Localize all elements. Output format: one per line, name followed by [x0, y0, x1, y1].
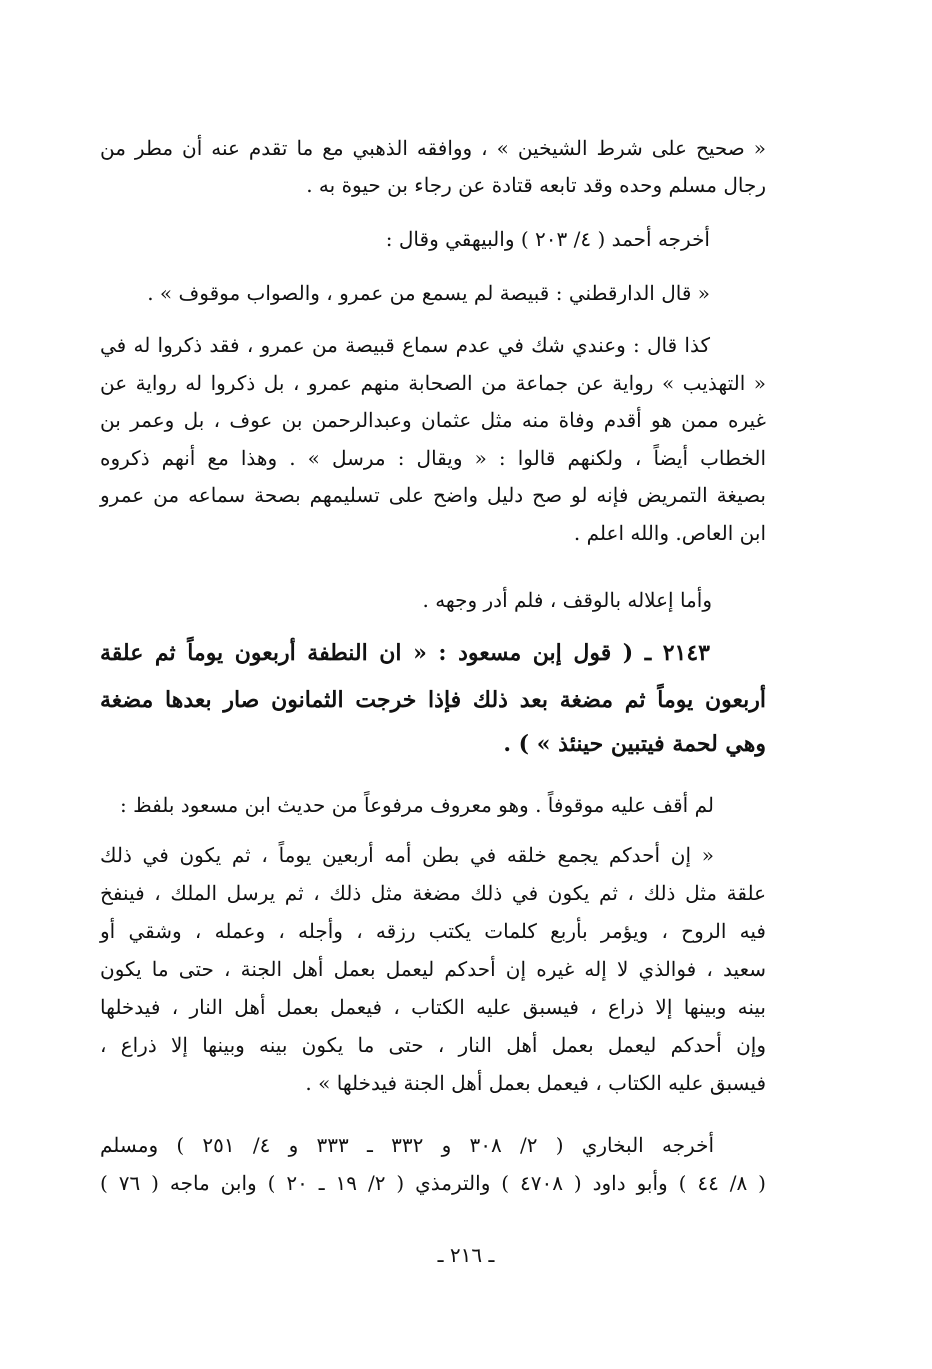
text-line: سعيد ، فوالذي لا إله غيره إن أحدكم ليعمل بعمل أهل الجنة ، حتى ما يكون [100, 957, 767, 981]
hadith-heading-line: أربعون يوماً ثم مضغة بعد ذلك فإذا خرجت الثمانون صار بعدها مضغة [100, 687, 766, 713]
text-line: الخطاب أيضاً ، ولكنهم قالوا : « ويقال : مرسل » . وهذا مع أنهم ذكروه [100, 446, 766, 470]
text-line: فيسبق عليه الكتاب ، فيعمل بعمل أهل الجنة فيدخلها » . [305, 1071, 766, 1095]
text-line: وأما إعلاله بالوقف ، فلم أدر وجهه . [422, 588, 712, 612]
text-line: « إن أحدكم يجمع خلقه في بطن أمه أربعين يوماً ، ثم يكون في ذلك [100, 843, 714, 867]
hadith-heading-line: وهي لحمة فيتبين حينئذ » ) . [503, 731, 766, 757]
page-number: ـ ٢١٦ ـ [437, 1243, 495, 1267]
text-line: « صحيح على شرط الشيخين » ، ووافقه الذهبي مع ما تقدم عنه أن مطر من [100, 136, 766, 160]
text-line: أخرجه أحمد ( ٤/ ٢٠٣ ) والبيهقي وقال : [385, 227, 710, 251]
text-line: كذا قال : وعندي شك في عدم سماع قبيصة من عمرو ، فقد ذكروا له في [100, 333, 710, 357]
text-line: « التهذيب » رواية عن جماعة من الصحابة منهم عمرو ، بل ذكروا له رواية عن [100, 371, 766, 395]
text-line: ابن العاص. والله اعلم . [573, 521, 766, 545]
text-line: علقة مثل ذلك ، ثم يكون في ذلك مضغة مثل ذلك ، ثم يرسل الملك ، فينفخ [100, 881, 766, 905]
text-line: لم أقف عليه موقوفاً . وهو معروف مرفوعاً من حديث ابن مسعود بلفظ : [120, 793, 714, 817]
text-line: رجال مسلم وحده وقد تابعه قتادة عن رجاء بن حيوة به . [306, 173, 766, 197]
text-line: وإن أحدكم ليعمل بعمل أهل النار ، حتى ما يكون بينه وبينها إلا ذراع ، [100, 1033, 766, 1057]
text-line: « قال الدارقطني : قبيصة لم يسمع من عمرو ، والصواب موقوف » . [147, 281, 710, 305]
text-line: غيره ممن هو أقدم وفاة منه مثل عثمان وعبدالرحمن بن عوف ، بل وعمر بن [100, 408, 766, 432]
text-line: فيه الروح ، ويؤمر بأربع كلمات يكتب رزقه ، وأجله ، وعمله ، وشقي أو [100, 919, 766, 943]
text-line: بصيغة التمريض فإنه لو صح دليل واضح على تسليمهم بصحة سماعه من عمرو [100, 483, 766, 507]
hadith-heading-line: ٢١٤٣ ـ ( قول إبن مسعود : « ان النطفة أربعون يوماً ثم علقة [100, 640, 710, 666]
text-line: بينه وبينها إلا ذراع ، فيسبق عليه الكتاب ، فيعمل بعمل أهل النار ، فيدخلها [100, 995, 766, 1019]
text-line: ( ٨/ ٤٤ ) وأبو داود ( ٤٧٠٨ ) والترمذي ( ٢/ ١٩ ـ ٢٠ ) وابن ماجه ( ٧٦ ) [100, 1171, 766, 1195]
text-line: أخرجه البخاري ( ٢/ ٣٠٨ و ٣٣٢ ـ ٣٣٣ و ٤/ ٢٥١ ) ومسلم [100, 1133, 715, 1157]
